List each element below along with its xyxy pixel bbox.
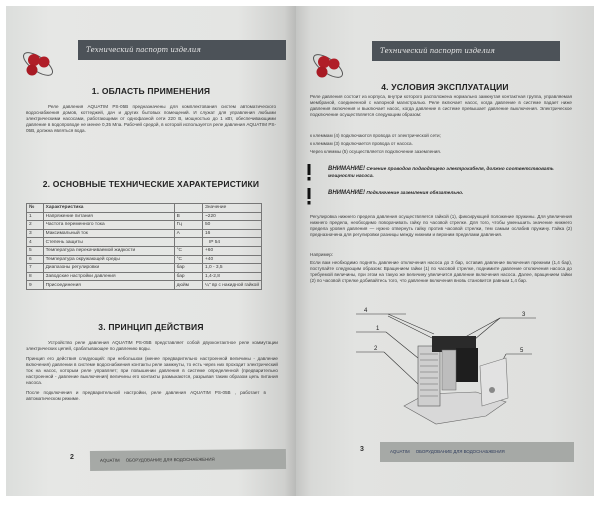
cell-value: 1,0 - 3,5 [202,264,261,273]
cell-number: 9 [27,281,44,290]
adjustment-text: Регулировка нижнего предела давления осуществляется гайкой (1), фиксирующей положение пружины. Для увеличения нижнего предела, необходимо поворачивать гайку по часовой стрелке. Для того, чтобы уменьшить значение нижнего предела уровня давления — нужно отвернуть гайку против часовой стрелки, тем самым ослабив пружину. Гайка (2) предназначена для регулировки разницы между нижним и верхним пределами давления. [310,214,572,237]
cell-characteristic: Температура окружающей среды [43,255,174,264]
cell-number: 7 [27,264,44,273]
scope-text: Реле давления AQUATIM PS-05B предназначены для комплектования систем автоматического водоснабжения домов, коттеджей, дач и других бытовых помещений. И служат для управления любыми электрическими насосами, работающими от однофазной сети 220 В, мощностью до 1 кВт, обеспечивающими давление в водопроводе не менее 0,35 Мпа. Рабочей средой, в которой используется реле давления AQUATIM PS-05B, должна являться вода. [26,104,276,133]
principle-text-2: Принцип его действия следующий: при небольшом (менее предварительно настроенной величины - давление включения) давлении в системе водоснабжения контакты реле замкнуты, то есть через них проходит электрический ток на насос, которым реле управляет; при повышении давления в системе определенной (предварительно настроенной - давление выключения) величины его контакты размыкаются, разрывая таким образом цепь питания насоса. [26,356,278,385]
exclamation-icon [306,164,312,182]
cell-value: +60 [202,246,261,255]
cell-value: ¼" вр с накидной гайкой [202,281,261,290]
callout-1: 1 [376,326,380,332]
specs-table [26,203,262,290]
col-header-characteristic: Характеристика [43,204,174,213]
cell-value: 1,4-2,8 [202,272,261,281]
cell-characteristic: Заводские настройки давления [43,272,174,281]
callout-5: 5 [520,348,524,354]
cell-value: IP 54 [202,238,261,247]
example-text: Если вам необходимо поднять давление отключения насоса до 3 бар, оставив давление включения прежним (1,4 бар), поступайте следующим образом: Вращением гайки (1) по часовой стрелке, поднимите давление отключения насоса до требуемой величины, при этом на такую же величину увеличится давление включения насоса. Далее, вращением гайки (2) по часовой стрелке добивайтесь того, что давление включения вновь становится равным 1,4 бар. [310,260,572,283]
warning-label: ВНИМАНИЕ! [328,166,365,172]
cell-value: 16 [202,229,261,238]
example-label: Например: [310,252,334,257]
cell-unit: бар [174,264,202,273]
cell-characteristic: Степень защиты [43,238,174,247]
operation-intro: Реле давления состоит из корпуса, внутри которого расположена нормально замкнутая контактная группа, управляемая мембраной, соединенной с напорной магистралью. Реле включает насос, когда давление в системе падает ниже давления включения и выключает насос, когда давление в системе превышает давление выключения. Электрическое подключение осуществляется следующим образом: [310,94,572,117]
section-title-specs: 2. ОСНОВНЫЕ ТЕХНИЧЕСКИЕ ХАРАКТЕРИСТИКИ [42,179,260,189]
brand-logo-icon [308,48,348,84]
col-header-number: № [27,204,44,213]
warning-label: ВНИМАНИЕ! [328,190,365,196]
cell-characteristic: Присоединения [43,281,174,290]
cell-unit: °С [174,255,202,264]
brand-logo-icon [18,46,58,82]
cell-unit: Гц [174,221,202,230]
callout-4: 4 [364,308,368,314]
table-row [27,281,262,290]
table-row [27,212,262,221]
section-title-principle: 3. ПРИНЦИП ДЕЙСТВИЯ [98,322,204,332]
section-title-scope: 1. ОБЛАСТЬ ПРИМЕНЕНИЯ [91,86,211,96]
cell-unit: А [174,229,202,238]
table-row [27,246,262,255]
cell-characteristic: Напряжение питания [43,212,174,221]
col-header-value: Значение [202,204,261,213]
footer-text: ОБОРУДОВАНИЕ ДЛЯ ВОДОСНАБЖЕНИЯ [415,449,505,454]
footer-brand: AQUATIM [390,449,410,454]
cell-value: +40 [202,255,261,264]
page-number: 2 [70,454,74,461]
connection-item: к клеммам (3) подключается провода от насоса. [310,141,413,146]
cell-value: ~220 [202,212,261,221]
table-header-row [27,204,262,213]
footer-brand: AQUATIM [99,457,120,463]
page-right [296,6,594,496]
table-row [27,255,262,264]
cell-number: 4 [27,238,44,247]
page-left [6,6,296,496]
cell-value: 50 [202,221,261,230]
cell-characteristic: Максимальный ток [43,229,174,238]
cell-number: 5 [27,246,44,255]
principle-text-3: После подключения и предварительной настройки, реле давления AQUATIM PS-05B , работает в автоматическом режиме. [26,390,266,401]
cell-number: 1 [27,212,44,221]
col-header-unit [174,204,202,213]
callout-2: 2 [374,346,378,352]
cell-number: 6 [27,255,44,264]
table-row [27,221,262,230]
warning-text: Подключение заземления обязательно. [366,191,464,196]
cell-number: 2 [27,221,44,230]
cell-number: 3 [27,229,44,238]
cell-unit: В [174,212,202,221]
footer-bar [380,442,574,462]
table-row [27,229,262,238]
table-row [27,238,262,247]
warning-text: Сечение проводов подводящего электрокабеля, должно соответствовать мощности насоса. [328,167,554,179]
cell-characteristic: Температура перекачиваемой жидкости [43,246,174,255]
brochure-spread [6,6,594,496]
connection-item: к клеммам (4) подключаются провода от электрической сети; [310,133,441,138]
cell-unit: дюйм [174,281,202,290]
cell-unit: бар [174,272,202,281]
cell-characteristic: Частота переменного тока [43,221,174,230]
header-bar: Технический паспорт изделия [78,40,286,60]
principle-text-1: Устройство реле давления AQUATIM PS-05B представляет собой двухконтактное реле коммутации электрических цепей, срабатывающее по давлению воды. [26,340,278,351]
cell-characteristic: Диапазоны регулировки [43,264,174,273]
footer-text: ОБОРУДОВАНИЕ ДЛЯ ВОДОСНАБЖЕНИЯ [125,456,215,463]
callout-3: 3 [522,312,526,318]
section-title-operation: 4. УСЛОВИЯ ЭКСПЛУАТАЦИИ [381,82,509,92]
pressure-switch-diagram [336,306,576,426]
page-number: 3 [360,446,364,453]
table-row [27,272,262,281]
table-row [27,264,262,273]
cell-number: 8 [27,272,44,281]
connection-item: Через клеммы (5) осуществляется подключение заземления. [310,149,442,154]
cell-unit [174,238,202,247]
footer-bar [90,449,286,471]
header-bar: Технический паспорт изделия [372,41,560,61]
cell-unit: °С [174,246,202,255]
exclamation-icon [306,188,312,206]
